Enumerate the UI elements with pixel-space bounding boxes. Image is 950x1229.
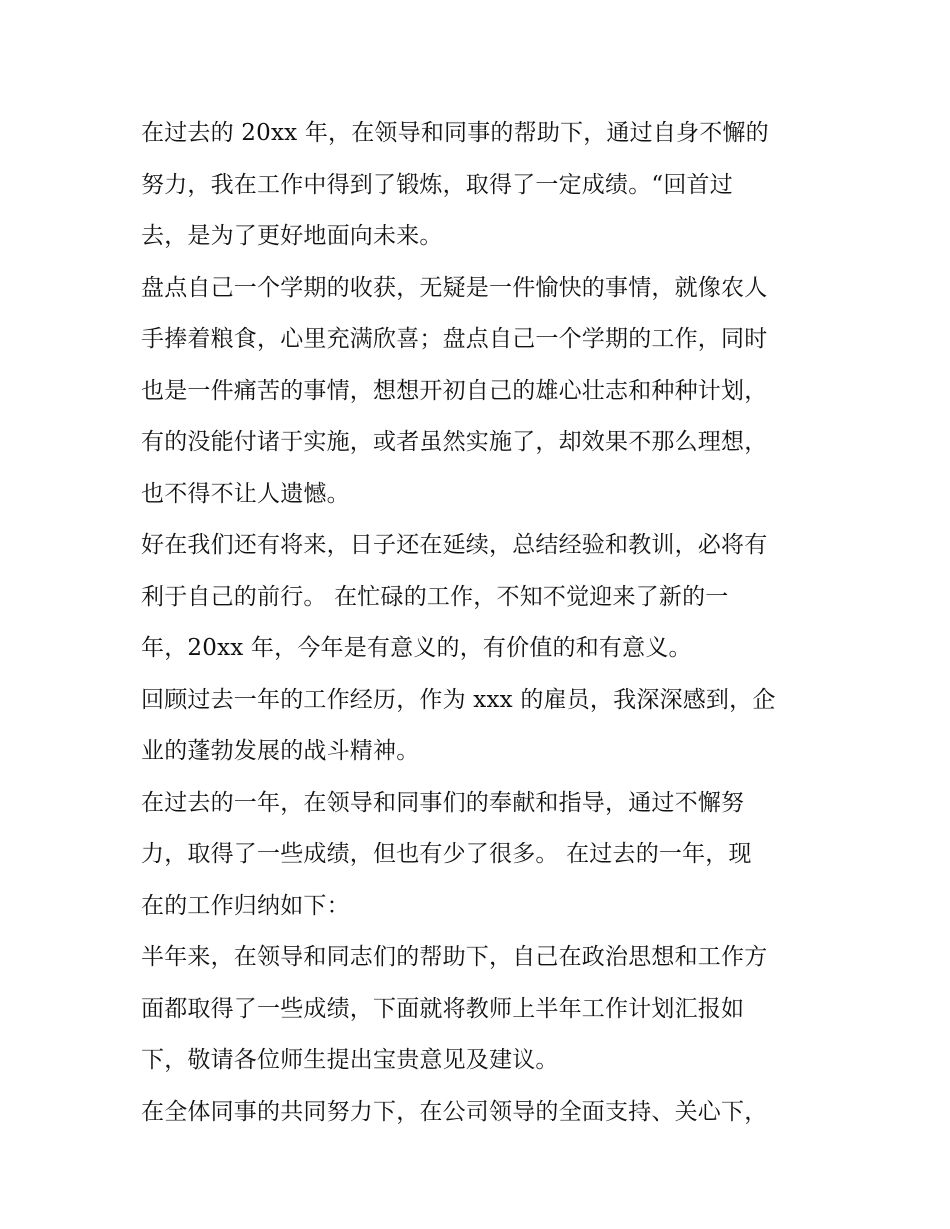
text-line: 在全体同事的共同努力下，在公司领导的全面支持、关心下， (141, 1098, 768, 1125)
text-line: 有的没能付诸于实施，或者虽然实施了，却效果不那么理想， (141, 429, 768, 455)
text-line: 回顾过去一年的工作经历，作为 xxx 的雇员，我深深感到，企 (141, 686, 776, 713)
text-line: 下，敬请各位师生提出宝贵意见及建议。 (141, 1047, 559, 1073)
text-line: 在过去的一年，在领导和同事们的奉献和指导，通过不懈努 (141, 789, 745, 816)
text-line: 盘点自己一个学期的收获，无疑是一件愉快的事情，就像农人 (141, 274, 768, 301)
text-line: 也是一件痛苦的事情，想想开初自己的雄心壮志和种种计划， (141, 377, 768, 404)
text-line: 在过去的 20xx 年，在领导和同事的帮助下，通过自身不懈的 (141, 120, 769, 146)
text-line: 力，取得了一些成绩，但也有少了很多。 在过去的一年，现 (141, 841, 752, 867)
document-body (141, 108, 821, 1138)
text-line: 面都取得了一些成绩，下面就将教师上半年工作计划汇报如 (141, 995, 745, 1022)
text-line: 去，是为了更好地面向未来。 (141, 223, 443, 249)
text-line: 利于自己的前行。 在忙碌的工作，不知不觉迎来了新的一 (141, 583, 729, 610)
text-line: 业的蓬勃发展的战斗精神。 (141, 738, 420, 764)
text-line: 好在我们还有将来，日子还在延续，总结经验和教训，必将有 (141, 532, 768, 558)
text-line: 在的工作归纳如下： (141, 892, 350, 919)
text-line: 努力，我在工作中得到了锻炼，取得了一定成绩。“回首过 (141, 171, 733, 198)
text-line: 手捧着粮食，心里充满欣喜；盘点自己一个学期的工作，同时 (141, 326, 768, 352)
text-line: 半年来，在领导和同志们的帮助下，自己在政治思想和工作方 (141, 944, 768, 970)
text-line: 也不得不让人遗憾。 (141, 480, 350, 507)
text-line: 年，20xx 年，今年是有意义的，有价值的和有意义。 (141, 635, 692, 661)
